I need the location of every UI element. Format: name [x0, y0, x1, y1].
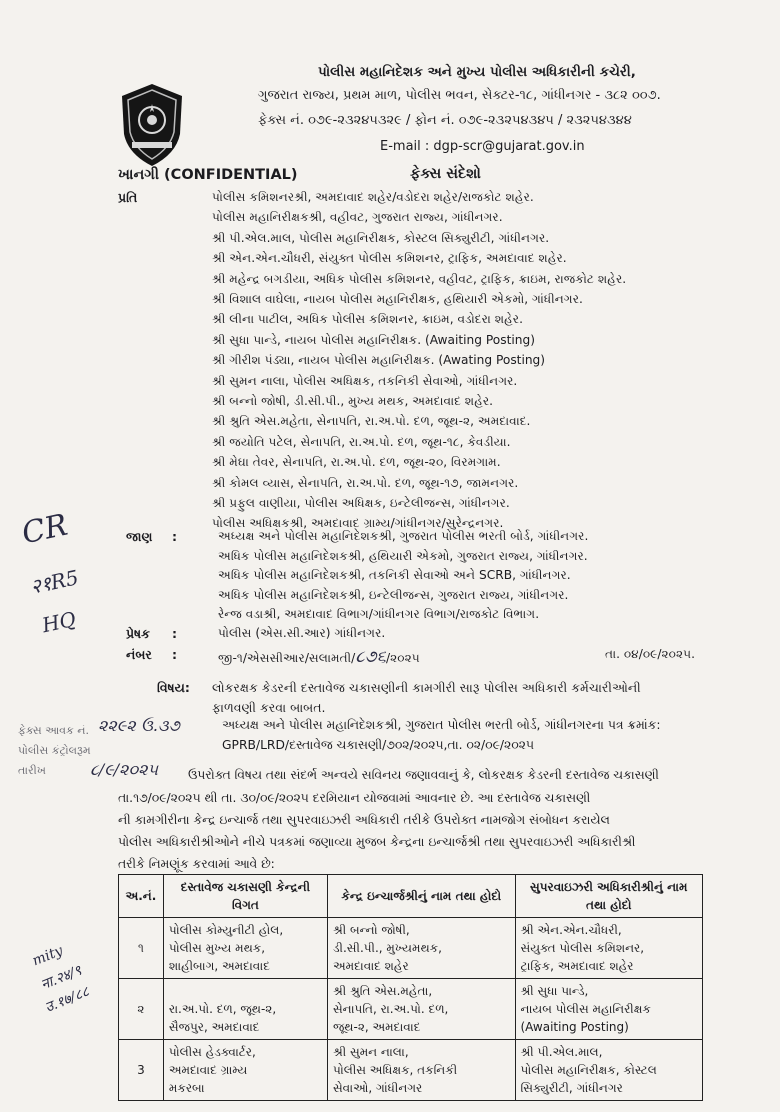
body-line4: પોલીસ અધિકારીશ્રીઓને નીચે પત્રકમાં જણાવ્યા મુજબ કેન્દ્રના ઇન્ચાર્જશ્રી તથા સુપરવાઇઝરી અધિકારીશ્રી — [118, 835, 636, 849]
table-header-row — [119, 875, 703, 918]
cell-supervisor — [515, 979, 703, 1040]
cell-line: પોલીસ અધિક્ષક, તકનિકી — [332, 1063, 458, 1077]
preshak-colon: : — [172, 626, 177, 641]
prati-recipient: પોલીસ મહાનિરીક્ષકશ્રી, વહીવટ, ગુજરાત રાજ્ય, ગાંધીનગર. — [212, 210, 503, 225]
body-line5: તરીકે નિમણૂંક કરવામાં આવે છે: — [118, 857, 275, 871]
prati-label: પ્રતિ — [118, 190, 138, 205]
number-label: નંબર — [126, 647, 152, 662]
fax-title: ફેક્સ સંદેશો — [410, 166, 481, 182]
cell-line: ટ્રાફિક, અમદાવાદ શહેર — [520, 959, 634, 973]
prati-recipient: શ્રી સુધા પાન્ડે, નાયબ પોલીસ મહાનિરીક્ષક. (Awaiting Posting) — [212, 332, 535, 347]
body-line3: ની કામગીરીના કેન્દ્ર ઇન્ચાર્જ તથા સુપરવાઇઝરી અધિકારી તરીકે ઉપરોક્ત નામજોગ સંબોધન કરાયેલ — [118, 813, 610, 827]
subject-line2: ફાળવણી કરવા બાબત. — [212, 700, 326, 715]
police-emblem-icon — [118, 82, 186, 168]
jaan-label: જાણ — [126, 529, 153, 544]
cell-line — [169, 982, 322, 1000]
cell-line: શ્રી સુમન નાલા, — [332, 1045, 409, 1059]
subject-line1: લોકરક્ષક કેડરની દસ્તાવેજ ચકાસણીની કામગીરી સારૂ પોલીસ અધિકારી કર્મચારીઓની — [212, 680, 641, 695]
cell-incharge — [327, 918, 515, 979]
number-handwritten: ૮૭૬ — [355, 647, 386, 667]
office-fax-phone: ફેક્સ નં. ૦૭૯-૨૩૨૪૫૩૨૯ / ફોન નં. ૦૭૯-૨૩૨૫૪૩૪૫ / ૨૩૨૫૪૩૪૪ — [258, 113, 632, 128]
body-line2: તા.૧૭/૦૯/૨૦૨૫ થી તા. ૩૦/૦૯/૨૦૨૫ દરમિયાન યોજવામાં આવનાર છે. આ દસ્તાવેજ ચકાસણી — [118, 791, 591, 805]
prati-recipient: શ્રી એન.એન.ચૌધરી, સંયુક્ત પોલીસ કમિશનર, ટ્રાફિક, અમદાવાદ શહેર. — [212, 251, 567, 266]
subject-label: વિષય: — [157, 680, 190, 695]
header-center: દસ્તાવેજ ચકાસણી કેન્દ્રની વિગત — [163, 875, 327, 918]
cell-serial: 3 — [119, 1040, 164, 1101]
cell-center — [163, 918, 327, 979]
cell-line: પોલીસ હેડક્વાર્ટર, — [168, 1045, 256, 1059]
body-line1: ઉપરોક્ત વિષય તથા સંદર્ભ અન્વયે સવિનય જણાવવાનું કે, લોકરક્ષક કેડરની દસ્તાવેજ ચકાસણી — [188, 768, 659, 782]
office-name: પોલીસ મહાનિદેશક અને મુખ્ય પોલીસ અધિકારીની કચેરી, — [318, 64, 636, 80]
prati-recipient: શ્રી પી.એલ.માલ, પોલીસ મહાનિરીક્ષક, કોસ્ટલ સિક્યુરીટી, ગાંધીનગર. — [212, 230, 550, 245]
prati-recipient: પોલીસ કમિશનરશ્રી, અમદાવાદ શહેર/વડોદરા શહેર/રાજકોટ શહેર. — [212, 190, 534, 204]
cell-incharge — [327, 979, 515, 1040]
table-row — [119, 918, 703, 979]
number-colon: : — [172, 647, 177, 662]
number-year: /૨૦૨૫ — [385, 651, 420, 665]
cell-serial: ૨ — [119, 979, 164, 1040]
cell-supervisor — [515, 918, 703, 979]
cell-line: શ્રી બન્નો જોષી, — [332, 923, 410, 937]
prati-recipient: શ્રી પ્રફુલ વાણીયા, પોલીસ અધિક્ષક, ઇન્ટેલીજન્સ, ગાંધીનગર. — [212, 496, 510, 510]
cell-line: શ્રી એન.એન.ચૌધરી, — [520, 923, 622, 937]
handwritten-code: २१R5 — [28, 565, 81, 599]
cell-supervisor — [515, 1040, 703, 1101]
preshak-label: પ્રેષક — [126, 626, 150, 641]
number-prefix: જી-૧/એસસીઆર/સલામતી/ — [218, 651, 356, 665]
prati-recipient: શ્રી લીના પાટીલ, અધિક પોલીસ કમિશનર, ક્રાઇમ, વડોદરા શહેર. — [212, 312, 523, 327]
cell-line: રા.અ.પો. દળ, જૂથ-૨, — [168, 1002, 277, 1016]
prati-recipient: શ્રી બન્નો જોષી, ડી.સી.પી., મુખ્ય મથક, અમદાવાદ શહેર. — [212, 394, 494, 408]
cell-line: મકરબા — [168, 1081, 205, 1095]
cell-center — [163, 1040, 327, 1101]
prati-recipient: શ્રી મહેન્દ્ર બગડીયા, અધિક પોલીસ કમિશનર, વહીવટ, ટ્રાફિક, ક્રાઇમ, રાજકોટ શહેર. — [212, 271, 627, 286]
office-address: ગુજરાત રાજ્ય, પ્રથમ માળ, પોલીસ ભવન, સેક્ટર-૧૮, ગાંધીનગર - ૩૮૨ ૦૦૭. — [258, 88, 661, 103]
office-email: E-mail : dgp-scr@gujarat.gov.in — [380, 139, 585, 154]
cell-line: પોલીસ કોમ્યુનીટી હોલ, — [168, 923, 284, 937]
cell-line: ડી.સી.પી., મુખ્યમથક, — [332, 941, 442, 955]
cell-line: શાહીબાગ, અમદાવાદ — [168, 959, 270, 973]
cell-line: શ્રી પી.એલ.માલ, — [520, 1045, 603, 1059]
cell-line: પોલીસ મહાનિરીક્ષક, કોસ્ટલ — [520, 1063, 657, 1077]
number-value — [218, 647, 420, 667]
cell-serial: ૧ — [119, 918, 164, 979]
jaan-recipient: અધિક પોલીસ મહાનિદેશકશ્રી, તકનિકી સેવાઓ અને SCRB, ગાંધીનગર. — [218, 568, 571, 582]
prati-recipient: શ્રી જયોતિ પટેલ, સેનાપતિ, રા.અ.પો. દળ, જૂથ-૧૮, કેવડીયા. — [212, 434, 511, 449]
cell-line: અમદાવાદ ગ્રામ્ય — [168, 1063, 248, 1077]
jaan-colon: : — [172, 529, 177, 544]
cell-line: સિક્યુરીટી, ગાંધીનગર — [520, 1081, 623, 1095]
cell-line: પોલીસ મુખ્ય મથક, — [168, 941, 266, 955]
prati-recipient: શ્રી મેઘા તેવર, સેનાપતિ, રા.અ.પો. દળ, જૂથ-૨૦, વિરમગામ. — [212, 455, 501, 470]
jaan-recipient: અધિક પોલીસ મહાનિદેશકશ્રી, હથિયારી એકમો, ગુજરાત રાજ્ય, ગાંધીનગર. — [218, 548, 588, 563]
stamp-control-room: પોલીસ કંટ્રોલરૂમ — [18, 744, 91, 757]
prati-recipient: શ્રી વિશાલ વાઘેલા, નાયબ પોલીસ મહાનિરીક્ષક, હથિયારી એકમો, ગાંધીનગર. — [212, 292, 583, 306]
prati-recipient: પોલીસ અધિક્ષકશ્રી, અમદાવાદ ગ્રામ્ય/ગાંધીનગર/સુરેન્દ્રનગર. — [212, 516, 504, 531]
reference-line1: અધ્યક્ષ અને પોલીસ મહાનિદેશકશ્રી, ગુજરાત પોલીસ ભરતી બોર્ડ, ગાંધીનગરના પત્ર ક્રમાંક: — [222, 718, 661, 732]
cell-line: શ્રી શ્રુતિ એસ.મહેતા, — [332, 984, 433, 998]
confidential-label: ખાનગી (CONFIDENTIAL) — [118, 167, 298, 183]
header-supervisor: સુપરવાઇઝરી અધિકારીશ્રીનું નામ તથા હોદો — [515, 875, 703, 918]
stamp-handwritten-date: ૮/૯/૨૦૨૫ — [90, 760, 158, 779]
prati-recipient: શ્રી ગીરીશ પંડ્યા, નાયબ પોલીસ મહાનિરીક્ષક. (Awating Posting) — [212, 353, 546, 368]
handwritten-cr: CR — [18, 507, 71, 552]
cell-center — [163, 979, 327, 1040]
jaan-recipient: રેન્જ વડાશ્રી, અમદાવાદ વિભાગ/ગાંધીનગર વિભાગ/રાજકોટ વિભાગ. — [218, 607, 540, 621]
cell-incharge — [327, 1040, 515, 1101]
cell-line: સેવાઓ, ગાંધીનગર — [332, 1081, 423, 1095]
jaan-recipient: અધ્યક્ષ અને પોલીસ મહાનિદેશકશ્રી, ગુજરાત પોલીસ ભરતી બોર્ડ, ગાંધીનગર. — [218, 529, 589, 543]
prati-recipient: શ્રી શ્રુતિ એસ.મહેતા, સેનાપતિ, રા.અ.પો. દળ, જૂથ-૨, અમદાવાદ. — [212, 414, 531, 429]
stamp-fax-no: ફેક્સ આવક નં. — [18, 724, 89, 737]
letter-date: તા. ૦૪/૦૯/૨૦૨૫. — [605, 647, 695, 661]
assignment-table — [118, 874, 703, 1101]
cell-line: અમદાવાદ શહેર — [332, 959, 409, 973]
cell-line: જૂથ-૨, અમદાવાદ — [332, 1020, 421, 1034]
cell-line: સૈજપુર, અમદાવાદ — [168, 1020, 260, 1034]
signature-line3: उ.१७/८८ — [42, 983, 92, 1016]
reference-line2: GPRB/LRD/દસ્તાવેજ ચકાસણી/૭૦૨/૨૦૨૫,તા. ૦૨/૦૯/૨૦૨૫ — [222, 738, 534, 752]
stamp-date-label: તારીખ — [18, 764, 46, 777]
header-incharge: કેન્દ્ર ઇન્ચાર્જશ્રીનું નામ તથા હોદો — [327, 875, 515, 918]
table-row — [119, 979, 703, 1040]
signature-line1: mity — [30, 942, 66, 970]
cell-line: શ્રી સુધા પાન્ડે, — [520, 984, 589, 998]
cell-line: સેનાપતિ, રા.અ.પો. દળ, — [332, 1002, 449, 1016]
table-row — [119, 1040, 703, 1101]
signature-line2: ना.२४/९ — [38, 962, 85, 994]
stamp-handwritten-no: ૨૨૯૨ ઉ.૩૭ — [98, 716, 180, 735]
preshak-value: પોલીસ (એસ.સી.આર) ગાંધીનગર. — [218, 626, 386, 640]
prati-recipient: શ્રી સુમન નાલા, પોલીસ અધિક્ષક, તકનિકી સેવાઓ, ગાંધીનગર. — [212, 373, 518, 388]
jaan-recipient: અધિક પોલીસ મહાનિદેશકશ્રી, ઇન્ટેલીજન્સ, ગુજરાત રાજ્ય, ગાંધીનગર. — [218, 587, 569, 602]
header-serial: અ.નં. — [119, 875, 164, 918]
cell-line: (Awaiting Posting) — [520, 1020, 629, 1034]
prati-recipient: શ્રી કોમલ વ્યાસ, સેનાપતિ, રા.અ.પો. દળ, જૂથ-૧૭, જામનગર. — [212, 475, 519, 490]
cell-line: નાયબ પોલીસ મહાનિરીક્ષક — [520, 1002, 651, 1016]
cell-line: સંયુક્ત પોલીસ કમિશનર, — [520, 941, 645, 955]
handwritten-hq: HQ — [39, 606, 78, 638]
